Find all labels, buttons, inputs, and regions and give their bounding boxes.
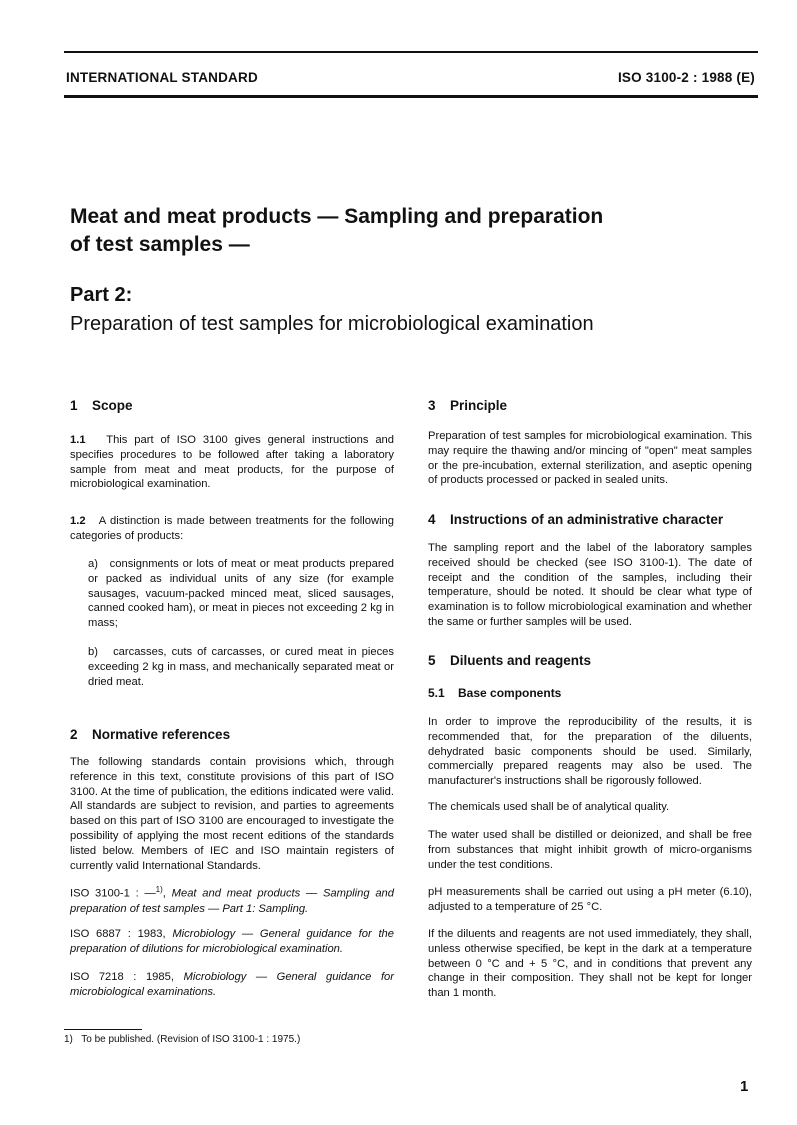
reference-1-title: Meat and meat products — Sampling and preparation of test samples — Part 1: Sampling. — [70, 887, 395, 915]
clause-1-2 — [70, 514, 394, 544]
list-item-b — [88, 645, 394, 689]
clause-1-2-number: 1.2 — [70, 515, 86, 527]
section-3-number: 3 — [428, 398, 436, 413]
section-2-title: Normative references — [92, 727, 231, 742]
title-line-2: of test samples — — [70, 233, 250, 256]
section-5-number: 5 — [428, 653, 436, 668]
clause-1-1 — [70, 433, 394, 492]
reference-3-code: ISO 7218 : 1985, — [70, 971, 174, 983]
admin-text: The sampling report and the label of the laboratory samples received should be checked (see ISO 3100-1). The date of receipt and the condition of the samples, including their temperature, should be noted. It should be clear what type of examination is to follow microbiological examination and whether the same or further samples will be used. — [428, 542, 752, 628]
reference-1-footnote-marker: 1) — [155, 885, 163, 894]
header-bottom-rule — [64, 95, 758, 98]
part-title: Preparation of test samples for microbiological examination — [70, 313, 594, 335]
section-1-title: Scope — [92, 398, 133, 413]
section-2-number: 2 — [70, 727, 78, 742]
subsection-5-1-title: Base components — [458, 686, 562, 700]
header-top-rule — [64, 51, 758, 53]
principle-text: Preparation of test samples for microbiological examination. This may require the thawing and/or mincing of "open" meat samples or the pre-incubation, external sterilization, and aseptic opening of products processed or packed in sealed units. — [428, 430, 752, 487]
list-item-a-label: a) — [88, 558, 98, 570]
subsection-5-1-heading — [428, 686, 561, 700]
reference-3-title: Microbiology — General guidance for microbiological examinations. — [70, 971, 395, 998]
page-number: 1 — [740, 1078, 749, 1095]
diluents-para-2: The chemicals used shall be of analytical quality. — [428, 801, 670, 813]
section-5-heading — [428, 653, 591, 668]
list-item-b-text: carcasses, cuts of carcasses, or cured meat in pieces exceeding 2 kg in mass, and mechanically separated meat or dried meat. — [88, 646, 394, 688]
footnote-marker: 1) — [64, 1034, 73, 1045]
section-5-title: Diluents and reagents — [450, 653, 592, 668]
section-1-heading — [70, 398, 133, 413]
diluents-para-1: In order to improve the reproducibility of the results, it is recommended that, for the preparation of the diluents, dehydrated basic components should be used. Similarly, commercially prepared reagents may also be used. The manufacturer's instructions shall be rigorously followed. — [428, 716, 752, 788]
part-number: Part 2: — [70, 284, 133, 306]
document-title — [70, 203, 750, 259]
normative-intro: The following standards contain provisions which, through reference in this text, constitute provisions of this part of ISO 3100. At the time of publication, the editions indicated were valid. All standards are subject to revision, and parties to agreements based on this part of ISO 3100 are encouraged to investigate the possibility of applying the most recent editions of the standards listed below. Members of IEC and ISO maintain registers of currently valid International Standards. — [70, 756, 394, 872]
reference-2-title: Microbiology — General guidance for the preparation of dilutions for microbiological examination. — [70, 928, 395, 955]
section-3-title: Principle — [450, 398, 508, 413]
reference-2-code: ISO 6887 : 1983, — [70, 928, 166, 940]
footnote-text: To be published. (Revision of ISO 3100-1 : 1975.) — [81, 1034, 301, 1045]
list-item-a-text: consignments or lots of meat or meat products prepared or packed as individual units of any size (for example sausages, vacuum-packed minced meat, sliced sausages, canned cooked ham), or meat in pieces not exceeding 2 kg in mass; — [88, 558, 394, 630]
reference-2 — [70, 927, 394, 957]
reference-3 — [70, 970, 394, 1000]
list-item-a — [88, 557, 394, 631]
list-item-b-label: b) — [88, 646, 98, 658]
clause-1-1-number: 1.1 — [70, 434, 86, 446]
section-4-title: Instructions of an administrative character — [450, 512, 724, 527]
diluents-para-4: pH measurements shall be carried out using a pH meter (6.10), adjusted to a temperature of 25 °C. — [428, 886, 752, 913]
section-1-number: 1 — [70, 398, 78, 413]
section-3-heading — [428, 398, 507, 413]
section-4-heading — [428, 512, 723, 527]
header-right: ISO 3100-2 : 1988 (E) — [617, 70, 755, 85]
subsection-5-1-number: 5.1 — [428, 686, 445, 700]
footnote — [64, 1034, 300, 1045]
section-4-number: 4 — [428, 512, 436, 527]
diluents-para-3: The water used shall be distilled or deionized, and shall be free from substances that might inhibit growth of micro-organisms under the test conditions. — [428, 829, 752, 871]
title-line-1: Meat and meat products — Sampling and preparation — [70, 205, 604, 228]
reference-1-code: ISO 3100-1 : — — [70, 887, 156, 900]
clause-1-1-text: This part of ISO 3100 gives general instructions and specifies procedures to be followed after taking a laboratory sample from meat and meat products, for the purpose of microbiological examination. — [70, 434, 394, 491]
diluents-para-5: If the diluents and reagents are not used immediately, they shall, unless otherwise specified, be kept in the dark at a temperature between 0 °C and + 5 °C, and in conditions that prevent any change in their composition. They shall not be kept for longer than 1 month. — [428, 928, 752, 1000]
header-left: INTERNATIONAL STANDARD — [66, 70, 258, 85]
footnote-rule — [64, 1029, 142, 1030]
section-2-heading — [70, 727, 230, 742]
reference-1: ISO 3100-1 : —$^{1)}$, Meat and meat products — Sampling and preparation of test samples — Part 1: Sampling. — [70, 885, 395, 915]
clause-1-2-text: A distinction is made between treatments for the following categories of products: — [70, 515, 395, 542]
